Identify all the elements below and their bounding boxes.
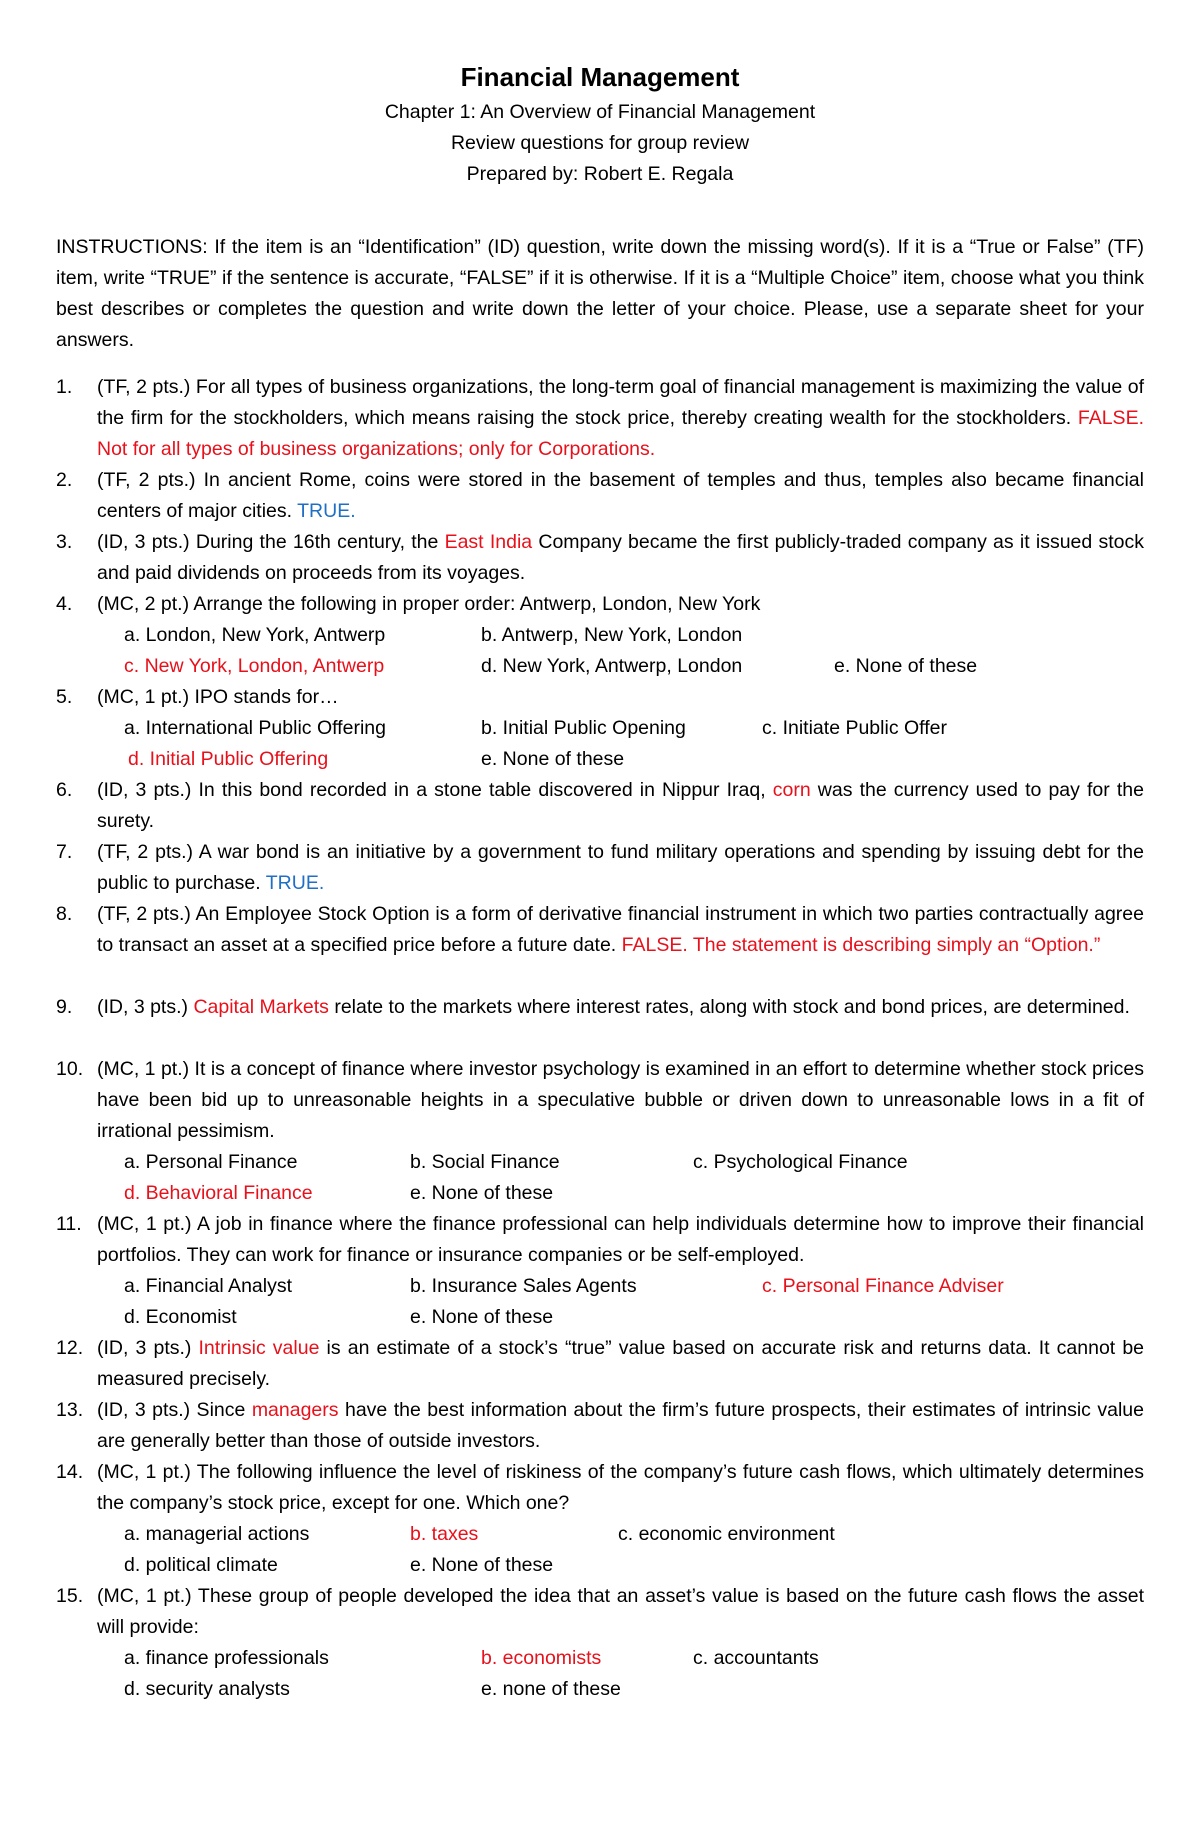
question-number: 3. [56,531,73,553]
question-12 [56,1333,1144,1395]
option-d: d. political climate [124,1554,278,1576]
question-number: 5. [56,686,73,708]
question-text: (MC, 2 pt.) Arrange the following in proper order: Antwerp, London, New York [97,593,761,615]
question-text: (ID, 3 pts.) Intrinsic value is an estimate of a stock’s “true” value based on accurate risk and returns data. It cannot be measured precisely. [97,1337,1145,1390]
question-number: 9. [56,996,73,1018]
option-c: c. accountants [693,1647,819,1669]
option-d: d. New York, Antwerp, London [481,655,743,677]
option-b: b. Initial Public Opening [481,717,686,739]
answer-text: corn [772,779,811,801]
question-13 [56,1395,1144,1457]
option-b: b. Insurance Sales Agents [410,1275,637,1297]
question-9 [56,992,1144,1023]
question-text: (MC, 1 pt.) IPO stands for… [97,686,339,708]
option-b: b. Antwerp, New York, London [481,624,743,646]
answer-text: Intrinsic value [198,1337,320,1359]
question-3 [56,527,1144,589]
document-title: Financial Management [460,62,740,92]
question-2 [56,465,1144,527]
answer-text: FALSE. The statement is describing simply an “Option.” [621,934,1101,956]
option-b: b. taxes [410,1523,479,1545]
question-number: 11. [56,1213,82,1235]
question-number: 7. [56,841,73,863]
question-number: 1. [56,376,73,398]
option-c: c. Personal Finance Adviser [762,1275,1004,1297]
question-number: 14. [56,1461,84,1483]
option-e: e. None of these [834,655,978,677]
answer-text: Capital Markets [193,996,329,1018]
question-7 [56,837,1144,899]
question-number: 15. [56,1585,84,1607]
question-14 [56,1457,1144,1519]
option-d: d. Behavioral Finance [124,1182,313,1204]
question-text: (MC, 1 pt.) The following influence the level of riskiness of the company’s future cash flows, which ultimately determines the company’s stock price, except for one. Which one? [97,1461,1144,1514]
answer-text: TRUE. [297,500,356,522]
instructions: INSTRUCTIONS: If the item is an “Identification” (ID) question, write down the missing word(s). If it is a “True or False” (TF) item, write “TRUE” if the sentence is accurate, “FALSE” if it is otherwise. If it is a “Multiple Choice” item, choose what you think best describes or completes the question and write down the letter of your choice. Please, use a separate sheet for your answers. [56,236,1144,351]
answer-text: TRUE. [265,872,325,894]
option-c: c. New York, London, Antwerp [124,655,385,677]
question-text: (TF, 2 pts.) For all types of business organizations, the long-term goal of financial management is maximizing the value of the firm for the stockholders, which means raising the stock price, thereby creating wealth for the stockholders. FALSE. Not for all types of business organizations; only for Corporations. [97,376,1144,460]
question-text: (ID, 3 pts.) During the 16th century, the East India Company became the first publicly-traded company as it issued stock and paid dividends on proceeds from its voyages. [97,531,1144,584]
option-d: d. Economist [124,1306,237,1328]
option-a: a. finance professionals [124,1647,329,1669]
question-text: (TF, 2 pts.) A war bond is an initiative by a government to fund military operations and spending by issuing debt for the public to purchase. TRUE. [97,841,1144,894]
question-text: (ID, 3 pts.) In this bond recorded in a stone table discovered in Nippur Iraq, corn was the currency used to pay for the surety. [97,779,1144,832]
document-subtitle: Review questions for group review [450,132,750,154]
option-a: a. International Public Offering [124,717,386,739]
author-line: Prepared by: Robert E. Regala [466,163,734,185]
question-1 [56,372,1144,465]
option-a: a. managerial actions [124,1523,310,1545]
chapter-heading: Chapter 1: An Overview of Financial Management [384,101,816,123]
question-number: 12. [56,1337,84,1359]
question-text: (TF, 2 pts.) In ancient Rome, coins were stored in the basement of temples and thus, temples also became financial centers of major cities. TRUE. [97,469,1144,522]
question-number: 2. [56,469,73,491]
option-d: d. Initial Public Offering [128,748,329,770]
question-10 [56,1054,1144,1147]
option-b: b. Social Finance [410,1151,560,1173]
question-number: 13. [56,1399,84,1421]
option-c: c. economic environment [618,1523,835,1545]
option-e: e. none of these [481,1678,621,1700]
question-text: (TF, 2 pts.) An Employee Stock Option is a form of derivative financial instrument in which two parties contractually agree to transact an asset at a specified price before a future date. FALSE. The statement is describing simply an “Option.” [97,903,1144,956]
option-e: e. None of these [481,748,625,770]
option-c: c. Initiate Public Offer [762,717,947,739]
question-text: (ID, 3 pts.) Capital Markets relate to the markets where interest rates, along with stock and bond prices, are determined. [97,996,1130,1018]
question-8 [56,899,1144,961]
answer-text: FALSE. Not for all types of business organizations; only for Corporations. [97,407,1144,460]
answer-text: East India [444,531,533,553]
option-e: e. None of these [410,1182,554,1204]
question-number: 6. [56,779,73,801]
question-text: (MC, 1 pt.) A job in finance where the finance professional can help individuals determine how to improve their financial portfolios. They can work for finance or insurance companies or be self-employed. [97,1213,1144,1266]
option-c: c. Psychological Finance [693,1151,908,1173]
option-e: e. None of these [410,1554,554,1576]
question-number: 8. [56,903,73,925]
question-6 [56,775,1144,837]
question-number: 10. [56,1058,84,1080]
option-b: b. economists [481,1647,602,1669]
option-a: a. London, New York, Antwerp [124,624,386,646]
question-text: (ID, 3 pts.) Since managers have the best information about the firm’s future prospects, their estimates of intrinsic value are generally better than those of outside investors. [97,1399,1144,1452]
question-15 [56,1581,1144,1643]
option-a: a. Personal Finance [124,1151,298,1173]
question-text: (MC, 1 pt.) These group of people developed the idea that an asset’s value is based on the future cash flows the asset will provide: [97,1585,1144,1638]
question-4 [56,589,1144,620]
question-11 [56,1209,1144,1271]
answer-text: managers [251,1399,339,1421]
question-number: 4. [56,593,73,615]
option-e: e. None of these [410,1306,554,1328]
option-d: d. security analysts [124,1678,290,1700]
option-a: a. Financial Analyst [124,1275,293,1297]
question-5 [56,682,1144,713]
question-text: (MC, 1 pt.) It is a concept of finance where investor psychology is examined in an effort to determine whether stock prices have been bid up to unreasonable heights in a speculative bubble or driven down to unreasonable lows in a fit of irrational pessimism. [97,1058,1144,1142]
